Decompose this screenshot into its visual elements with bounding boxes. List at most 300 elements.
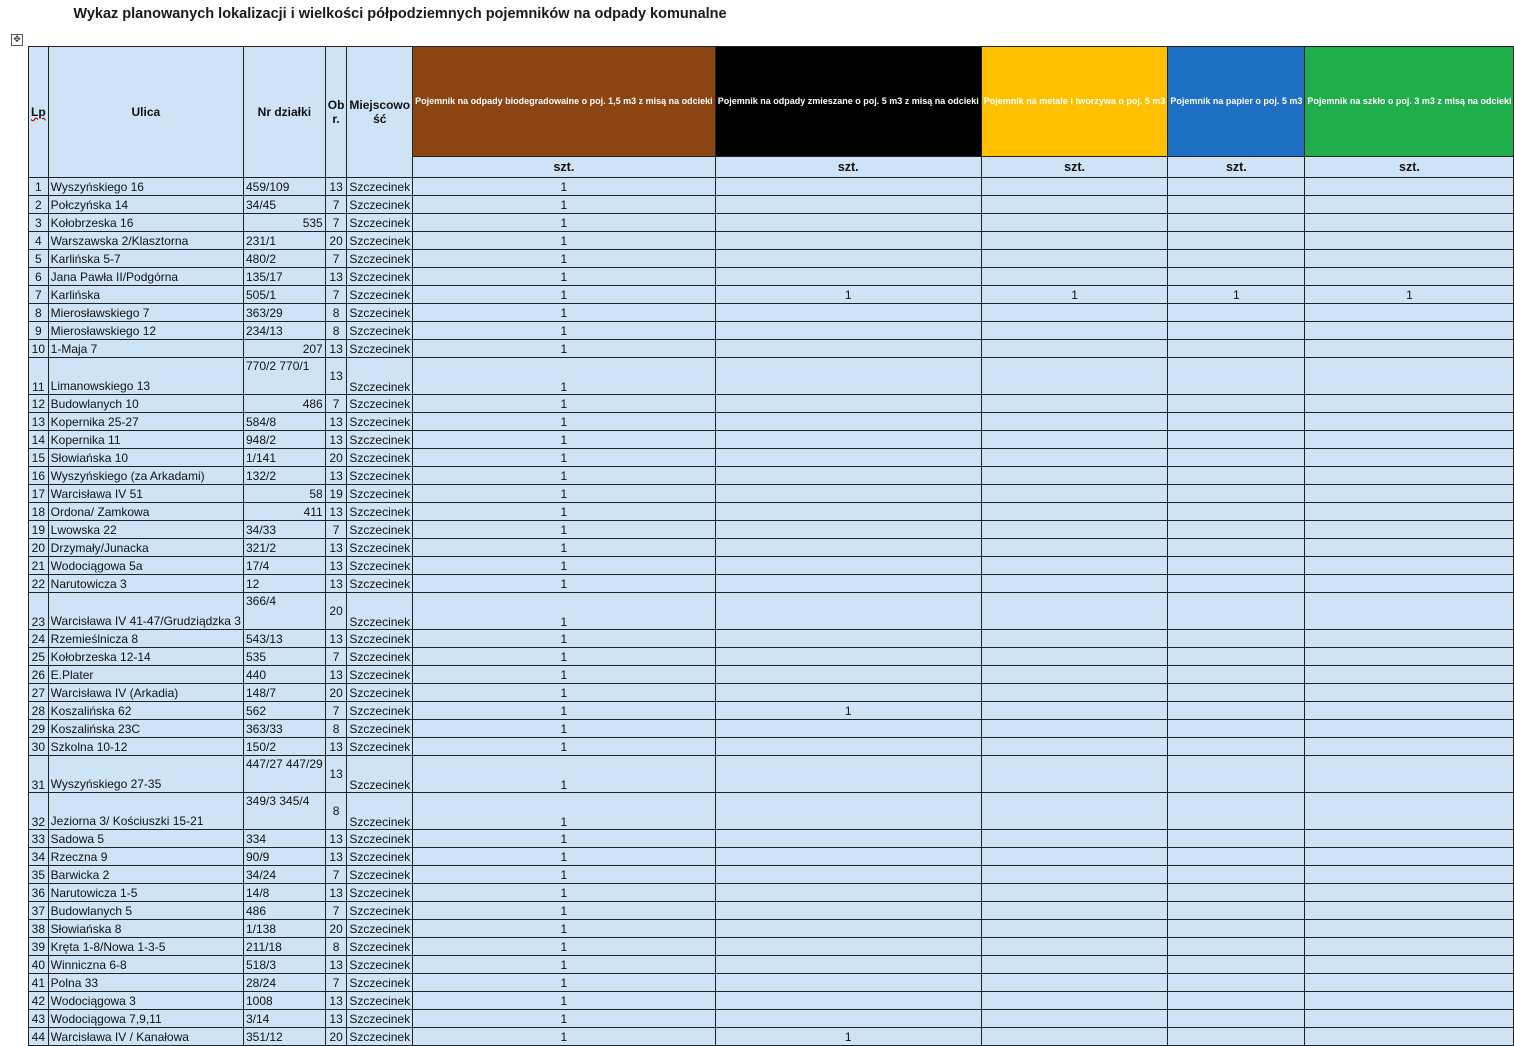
table-row	[29, 630, 1514, 648]
row-locality: Szczecinek	[347, 720, 413, 738]
table-row	[29, 431, 1514, 449]
header-bin-metal-plastic: Pojemnik na metale i tworzywa o poj. 5 m3	[981, 47, 1168, 157]
row-locality: Szczecinek	[347, 521, 413, 539]
row-count	[1168, 539, 1305, 557]
row-locality: Szczecinek	[347, 884, 413, 902]
row-count	[715, 630, 981, 648]
row-count	[981, 178, 1168, 196]
row-locality: Szczecinek	[347, 467, 413, 485]
row-locality: Szczecinek	[347, 938, 413, 956]
table-body	[29, 178, 1514, 1046]
row-obr: 13	[325, 575, 347, 593]
row-count	[715, 1010, 981, 1028]
row-lp: 17	[29, 485, 49, 503]
row-count	[1305, 630, 1514, 648]
row-locality: Szczecinek	[347, 250, 413, 268]
row-obr: 20	[325, 684, 347, 702]
row-count	[715, 539, 981, 557]
row-count	[1305, 413, 1514, 431]
row-plot-number: 363/33	[243, 720, 325, 738]
row-locality: Szczecinek	[347, 322, 413, 340]
row-plot-number: 363/29	[243, 304, 325, 322]
table-move-handle-icon[interactable]: ✥	[11, 34, 23, 46]
row-locality: Szczecinek	[347, 738, 413, 756]
row-plot-number: 1/141	[243, 449, 325, 467]
row-count	[1305, 503, 1514, 521]
row-count	[981, 196, 1168, 214]
header-bin-mixed: Pojemnik na odpady zmieszane o poj. 5 m3 z misą na odcieki	[715, 47, 981, 157]
row-locality: Szczecinek	[347, 358, 413, 395]
row-lp: 5	[29, 250, 49, 268]
row-lp: 42	[29, 992, 49, 1010]
row-count: 1	[413, 304, 716, 322]
row-count: 1	[413, 756, 716, 793]
row-lp: 2	[29, 196, 49, 214]
row-count: 1	[413, 830, 716, 848]
row-count	[981, 902, 1168, 920]
row-count	[1168, 521, 1305, 539]
row-count	[981, 974, 1168, 992]
table-row	[29, 413, 1514, 431]
row-count	[715, 920, 981, 938]
row-count: 1	[413, 557, 716, 575]
row-count	[1305, 1028, 1514, 1046]
row-count	[1305, 666, 1514, 684]
row-count	[1305, 521, 1514, 539]
row-street: Winniczna 6-8	[48, 956, 243, 974]
row-count: 1	[413, 539, 716, 557]
row-count	[1305, 593, 1514, 630]
row-count	[1168, 413, 1305, 431]
row-count	[1168, 884, 1305, 902]
row-count	[1305, 575, 1514, 593]
row-count: 1	[413, 974, 716, 992]
row-lp: 7	[29, 286, 49, 304]
table-row	[29, 575, 1514, 593]
row-count	[715, 738, 981, 756]
row-lp: 15	[29, 449, 49, 467]
row-count	[1168, 557, 1305, 575]
row-obr: 13	[325, 848, 347, 866]
row-count: 1	[413, 902, 716, 920]
row-locality: Szczecinek	[347, 178, 413, 196]
row-plot-number: 505/1	[243, 286, 325, 304]
row-count	[981, 232, 1168, 250]
row-count	[715, 178, 981, 196]
header-bin-glass: Pojemnik na szkło o poj. 3 m3 z misą na odcieki	[1305, 47, 1514, 157]
row-count	[981, 485, 1168, 503]
row-count	[981, 848, 1168, 866]
row-count	[1305, 884, 1514, 902]
row-plot-number: 34/33	[243, 521, 325, 539]
row-count	[1305, 938, 1514, 956]
row-street: Wyszyńskiego 16	[48, 178, 243, 196]
row-count: 1	[413, 178, 716, 196]
row-count	[715, 467, 981, 485]
row-street: Kołobrzeska 16	[48, 214, 243, 232]
row-obr: 13	[325, 738, 347, 756]
row-plot-number: 1008	[243, 992, 325, 1010]
row-obr: 8	[325, 322, 347, 340]
row-plot-number: 148/7	[243, 684, 325, 702]
row-count	[1168, 830, 1305, 848]
row-obr: 13	[325, 830, 347, 848]
row-count	[981, 756, 1168, 793]
row-count	[1305, 793, 1514, 830]
row-obr: 13	[325, 630, 347, 648]
row-obr: 13	[325, 340, 347, 358]
table-row	[29, 648, 1514, 666]
row-count	[1168, 630, 1305, 648]
row-count	[1168, 992, 1305, 1010]
row-count	[715, 992, 981, 1010]
row-count	[715, 793, 981, 830]
row-obr: 13	[325, 992, 347, 1010]
row-count	[1305, 920, 1514, 938]
row-plot-number: 150/2	[243, 738, 325, 756]
header-miejscowosc: Miejscowo ść	[347, 47, 413, 178]
row-street: Wyszyńskiego (za Arkadami)	[48, 467, 243, 485]
row-lp: 37	[29, 902, 49, 920]
row-count	[981, 557, 1168, 575]
row-count	[1305, 902, 1514, 920]
row-locality: Szczecinek	[347, 666, 413, 684]
row-locality: Szczecinek	[347, 286, 413, 304]
row-count	[1168, 902, 1305, 920]
row-locality: Szczecinek	[347, 304, 413, 322]
row-count	[1305, 196, 1514, 214]
row-count	[1305, 268, 1514, 286]
table-row	[29, 521, 1514, 539]
table-row	[29, 286, 1514, 304]
row-count	[715, 521, 981, 539]
row-count	[981, 630, 1168, 648]
row-count	[1305, 956, 1514, 974]
row-lp: 12	[29, 395, 49, 413]
row-count	[1168, 866, 1305, 884]
row-locality: Szczecinek	[347, 902, 413, 920]
header-lp: Lp	[29, 47, 49, 178]
row-plot-number: 351/12	[243, 1028, 325, 1046]
row-count	[715, 720, 981, 738]
row-plot-number: 211/18	[243, 938, 325, 956]
header-bin-bio: Pojemnik na odpady biodegradowalne o poj. 1,5 m3 z misą na odcieki	[413, 47, 716, 157]
row-plot-number: 17/4	[243, 557, 325, 575]
row-street: Wodociągowa 7,9,11	[48, 1010, 243, 1028]
table-row	[29, 593, 1514, 630]
row-count: 1	[413, 358, 716, 395]
row-lp: 9	[29, 322, 49, 340]
row-count: 1	[413, 720, 716, 738]
row-street: Warcisława IV / Kanałowa	[48, 1028, 243, 1046]
table-row	[29, 322, 1514, 340]
table-row	[29, 304, 1514, 322]
row-street: Kopernika 25-27	[48, 413, 243, 431]
row-count	[1168, 178, 1305, 196]
row-count	[981, 1028, 1168, 1046]
row-lp: 25	[29, 648, 49, 666]
row-count	[715, 340, 981, 358]
row-count	[1305, 702, 1514, 720]
row-count	[715, 884, 981, 902]
row-obr: 7	[325, 974, 347, 992]
row-street: Wodociągowa 3	[48, 992, 243, 1010]
row-count	[1168, 268, 1305, 286]
row-lp: 36	[29, 884, 49, 902]
unit-label: szt.	[1168, 157, 1305, 178]
row-count: 1	[413, 503, 716, 521]
row-street: Wodociągowa 5a	[48, 557, 243, 575]
row-count	[981, 268, 1168, 286]
row-count	[1305, 485, 1514, 503]
header-ulica: Ulica	[48, 47, 243, 178]
row-locality: Szczecinek	[347, 196, 413, 214]
row-locality: Szczecinek	[347, 557, 413, 575]
row-plot-number: 518/3	[243, 956, 325, 974]
row-count: 1	[413, 938, 716, 956]
unit-label: szt.	[1305, 157, 1514, 178]
row-count: 1	[413, 467, 716, 485]
row-count: 1	[413, 702, 716, 720]
row-street: Szkolna 10-12	[48, 738, 243, 756]
row-count	[981, 992, 1168, 1010]
row-lp: 11	[29, 358, 49, 395]
row-count	[1305, 304, 1514, 322]
row-plot-number: 132/2	[243, 467, 325, 485]
row-plot-number: 535	[243, 648, 325, 666]
row-count: 1	[413, 575, 716, 593]
row-count	[715, 575, 981, 593]
row-locality: Szczecinek	[347, 848, 413, 866]
table-row	[29, 956, 1514, 974]
row-count: 1	[413, 793, 716, 830]
row-count	[1305, 684, 1514, 702]
row-count	[981, 431, 1168, 449]
row-street: Budowlanych 10	[48, 395, 243, 413]
table-row	[29, 178, 1514, 196]
row-count	[1168, 250, 1305, 268]
row-count	[1305, 830, 1514, 848]
row-street: Warcisława IV 51	[48, 485, 243, 503]
row-count	[981, 503, 1168, 521]
row-plot-number: 34/45	[243, 196, 325, 214]
row-obr: 13	[325, 756, 347, 793]
row-plot-number: 234/13	[243, 322, 325, 340]
row-count	[1168, 196, 1305, 214]
row-count	[1168, 956, 1305, 974]
row-count	[1168, 232, 1305, 250]
row-street: Koszalińska 62	[48, 702, 243, 720]
document-title: Wykaz planowanych lokalizacji i wielkości półpodziemnych pojemników na odpady komunalne	[73, 6, 727, 22]
table-row	[29, 214, 1514, 232]
table-row	[29, 702, 1514, 720]
row-count	[1305, 848, 1514, 866]
row-count: 1	[413, 340, 716, 358]
header-obr: Ob r.	[325, 47, 347, 178]
row-count: 1	[413, 648, 716, 666]
row-count	[1305, 358, 1514, 395]
row-lp: 4	[29, 232, 49, 250]
row-obr: 7	[325, 395, 347, 413]
row-count	[1305, 557, 1514, 575]
row-locality: Szczecinek	[347, 684, 413, 702]
row-count	[1168, 974, 1305, 992]
row-count	[1168, 793, 1305, 830]
row-lp: 31	[29, 756, 49, 793]
row-count	[715, 830, 981, 848]
row-count: 1	[413, 196, 716, 214]
row-count	[981, 395, 1168, 413]
row-count	[1305, 720, 1514, 738]
row-count	[1305, 467, 1514, 485]
row-lp: 13	[29, 413, 49, 431]
table-row	[29, 539, 1514, 557]
row-count	[715, 196, 981, 214]
row-locality: Szczecinek	[347, 630, 413, 648]
row-street: Karlińska	[48, 286, 243, 304]
unit-label: szt.	[981, 157, 1168, 178]
table-row	[29, 503, 1514, 521]
table-row	[29, 232, 1514, 250]
table-row	[29, 1010, 1514, 1028]
row-obr: 19	[325, 485, 347, 503]
row-count: 1	[413, 684, 716, 702]
row-plot-number: 459/109	[243, 178, 325, 196]
row-obr: 7	[325, 702, 347, 720]
row-lp: 44	[29, 1028, 49, 1046]
row-count: 1	[413, 322, 716, 340]
row-plot-number: 34/24	[243, 866, 325, 884]
row-obr: 13	[325, 358, 347, 395]
row-locality: Szczecinek	[347, 214, 413, 232]
row-plot-number: 486	[243, 902, 325, 920]
row-count	[1168, 503, 1305, 521]
row-locality: Szczecinek	[347, 974, 413, 992]
row-obr: 20	[325, 449, 347, 467]
row-locality: Szczecinek	[347, 449, 413, 467]
row-obr: 7	[325, 196, 347, 214]
row-count	[715, 232, 981, 250]
row-obr: 7	[325, 250, 347, 268]
row-plot-number: 334	[243, 830, 325, 848]
row-count	[1168, 340, 1305, 358]
row-count	[715, 449, 981, 467]
row-count	[981, 322, 1168, 340]
row-count	[1168, 702, 1305, 720]
row-locality: Szczecinek	[347, 920, 413, 938]
row-count	[715, 956, 981, 974]
row-count: 1	[981, 286, 1168, 304]
row-count	[1168, 304, 1305, 322]
row-count	[1305, 539, 1514, 557]
row-count	[715, 214, 981, 232]
table-row	[29, 866, 1514, 884]
row-count	[981, 214, 1168, 232]
row-street: Warcisława IV 41-47/Grudziądzka 3	[48, 593, 243, 630]
row-count	[1168, 575, 1305, 593]
row-plot-number: 28/24	[243, 974, 325, 992]
table-row	[29, 467, 1514, 485]
row-plot-number: 770/2 770/1	[243, 358, 325, 395]
row-lp: 35	[29, 866, 49, 884]
unit-label: szt.	[413, 157, 716, 178]
row-lp: 24	[29, 630, 49, 648]
row-count	[1305, 866, 1514, 884]
row-count	[1168, 214, 1305, 232]
row-count	[981, 702, 1168, 720]
row-plot-number: 535	[243, 214, 325, 232]
row-count	[981, 956, 1168, 974]
row-lp: 34	[29, 848, 49, 866]
row-lp: 23	[29, 593, 49, 630]
row-lp: 38	[29, 920, 49, 938]
row-count	[715, 848, 981, 866]
row-count	[981, 793, 1168, 830]
row-count	[715, 593, 981, 630]
row-plot-number: 480/2	[243, 250, 325, 268]
row-lp: 28	[29, 702, 49, 720]
row-obr: 13	[325, 1010, 347, 1028]
row-obr: 13	[325, 884, 347, 902]
row-plot-number: 12	[243, 575, 325, 593]
row-count	[1305, 756, 1514, 793]
row-count	[715, 250, 981, 268]
row-count	[981, 358, 1168, 395]
row-count: 1	[413, 630, 716, 648]
row-obr: 7	[325, 648, 347, 666]
row-count	[1168, 467, 1305, 485]
row-lp: 43	[29, 1010, 49, 1028]
row-count: 1	[413, 232, 716, 250]
row-lp: 41	[29, 974, 49, 992]
row-count	[1168, 920, 1305, 938]
row-count	[981, 521, 1168, 539]
row-street: Koszalińska 23C	[48, 720, 243, 738]
row-count	[715, 485, 981, 503]
row-count: 1	[413, 250, 716, 268]
row-locality: Szczecinek	[347, 539, 413, 557]
row-locality: Szczecinek	[347, 593, 413, 630]
row-street: Słowiańska 10	[48, 449, 243, 467]
row-count	[981, 866, 1168, 884]
row-count	[1305, 449, 1514, 467]
row-street: Rzemieślnicza 8	[48, 630, 243, 648]
table-row	[29, 830, 1514, 848]
row-street: Kręta 1-8/Nowa 1-3-5	[48, 938, 243, 956]
row-count	[1305, 340, 1514, 358]
row-count	[981, 467, 1168, 485]
row-street: Lwowska 22	[48, 521, 243, 539]
row-plot-number: 562	[243, 702, 325, 720]
row-count	[715, 395, 981, 413]
row-plot-number: 58	[243, 485, 325, 503]
row-count	[1168, 684, 1305, 702]
row-count	[1305, 431, 1514, 449]
row-plot-number: 90/9	[243, 848, 325, 866]
row-count: 1	[413, 521, 716, 539]
header-nr-dzialki: Nr działki	[243, 47, 325, 178]
row-street: Słowiańska 8	[48, 920, 243, 938]
row-lp: 1	[29, 178, 49, 196]
row-count	[981, 830, 1168, 848]
row-street: Budowlanych 5	[48, 902, 243, 920]
row-count	[981, 666, 1168, 684]
row-count: 1	[413, 286, 716, 304]
row-locality: Szczecinek	[347, 866, 413, 884]
table-row	[29, 684, 1514, 702]
row-count	[1305, 395, 1514, 413]
row-count	[1168, 666, 1305, 684]
